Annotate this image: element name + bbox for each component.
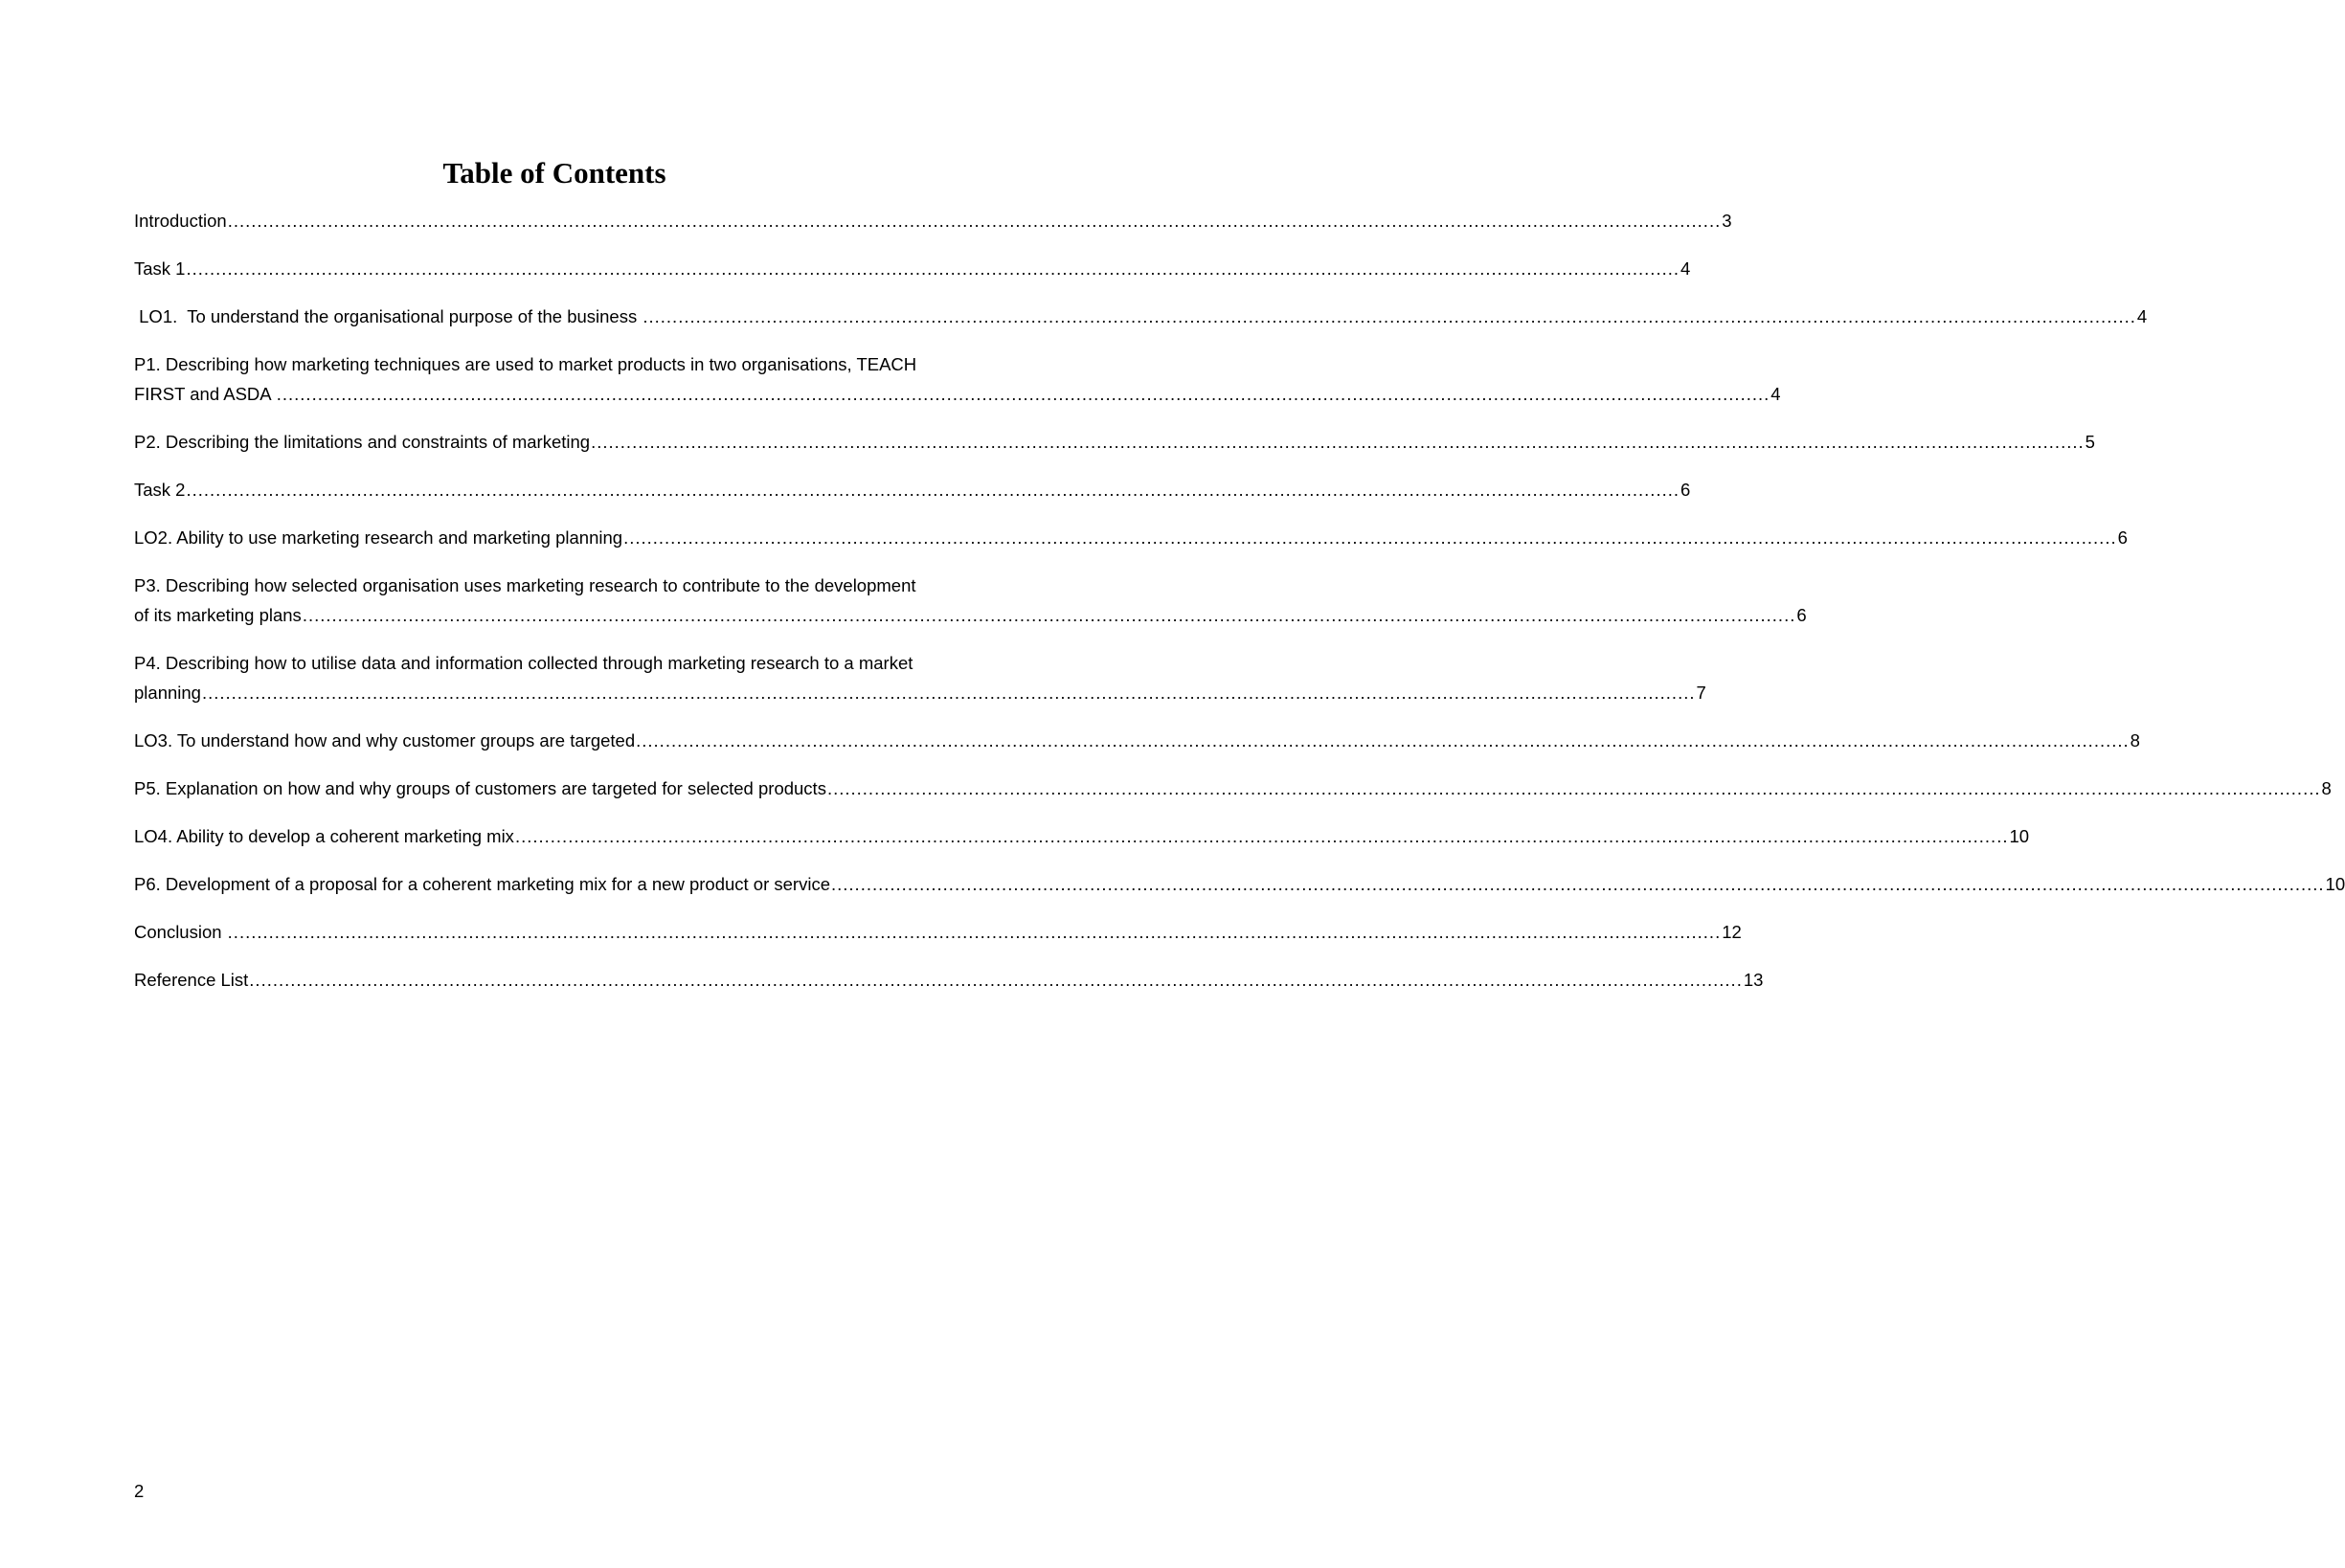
toc-entry-p6[interactable] [134,869,2345,899]
toc-entry-conclusion[interactable] [134,917,1742,947]
toc-entry-reference-list[interactable] [134,965,1764,995]
toc-dot-leader [277,379,1770,409]
toc-dot-leader [831,869,2325,899]
toc-line [134,523,2128,552]
toc-dot-leader [228,206,1722,235]
table-of-contents [134,206,2345,1013]
toc-line [134,379,1781,409]
toc-page-number: 4 [2136,306,2148,326]
toc-entry-text: FIRST and ASDA [134,384,276,404]
toc-entry-lo2[interactable] [134,523,2128,552]
toc-line [134,917,1742,947]
toc-dot-leader [636,726,2130,755]
toc-entry-text: Task 1 [134,258,186,279]
toc-page-number: 4 [1770,384,1781,404]
toc-entry-lo3[interactable] [134,726,2140,755]
toc-dot-leader [249,965,1743,995]
toc-entry-text: of its marketing plans [134,605,302,625]
toc-line [134,302,2148,331]
toc-entry-first-line: P1. Describing how marketing techniques are used to market products in two organisations, TEACH [134,354,917,374]
toc-entry-text: P6. Development of a proposal for a coherent marketing mix for a new product or service [134,874,830,894]
toc-page-number: 6 [1680,480,1691,500]
toc-page-number: 8 [2130,730,2140,750]
toc-page-number: 8 [2321,778,2332,798]
toc-entry-task-2[interactable] [134,475,1691,504]
toc-line [134,678,1706,707]
toc-entry-lo1[interactable] [134,302,2148,331]
toc-entry-text: Introduction [134,211,227,231]
toc-page-number: 6 [2117,527,2128,548]
toc-page-number: 4 [1680,258,1691,279]
toc-dot-leader [186,475,1680,504]
toc-line [134,821,2030,851]
toc-page-number: 7 [1696,683,1706,703]
page-title: Table of Contents [442,156,666,190]
toc-dot-leader [643,302,2136,331]
toc-page-number: 6 [1796,605,1807,625]
toc-entry-task-1[interactable] [134,254,1691,283]
toc-dot-leader [228,917,1722,947]
toc-page-number: 10 [2325,874,2345,894]
toc-entry-p4[interactable] [134,648,1706,707]
toc-line [134,475,1691,504]
toc-dot-leader [623,523,2117,552]
toc-entry-p5[interactable] [134,773,2332,803]
toc-line [134,726,2140,755]
toc-entry-text: P2. Describing the limitations and constraints of marketing [134,432,591,452]
toc-entry-first-line: P4. Describing how to utilise data and information collected through marketing research to a market [134,653,913,673]
toc-dot-leader [515,821,2009,851]
toc-dot-leader [303,600,1796,630]
toc-entry-first-line: P3. Describing how selected organisation uses marketing research to contribute to the development [134,575,916,595]
toc-line [134,965,1764,995]
page-number: 2 [134,1481,145,1501]
toc-line [134,254,1691,283]
toc-entry-introduction[interactable] [134,206,1732,235]
toc-dot-leader [186,254,1680,283]
toc-entry-p3[interactable] [134,571,1807,630]
toc-page-number: 3 [1722,211,1732,231]
toc-page-number: 10 [2009,826,2030,846]
toc-line [134,773,2332,803]
toc-entry-text: LO3. To understand how and why customer groups are targeted [134,730,636,750]
toc-dot-leader [591,427,2085,457]
toc-entry-text: LO2. Ability to use marketing research and marketing planning [134,527,623,548]
toc-page-number: 13 [1743,970,1764,990]
toc-entry-text: Reference List [134,970,249,990]
toc-entry-text: Conclusion [134,922,227,942]
toc-page-number: 5 [2085,432,2095,452]
toc-entry-p1[interactable] [134,349,1781,409]
toc-line [134,206,1732,235]
toc-entry-lo4[interactable] [134,821,2030,851]
toc-dot-leader [827,773,2321,803]
toc-line [134,600,1807,630]
toc-entry-text: planning [134,683,201,703]
toc-entry-p2[interactable] [134,427,2095,457]
toc-line [134,869,2345,899]
toc-dot-leader [202,678,1696,707]
toc-entry-text: Task 2 [134,480,186,500]
toc-entry-text: LO1. To understand the organisational purpose of the business [134,306,643,326]
toc-page-number: 12 [1722,922,1742,942]
toc-entry-text: LO4. Ability to develop a coherent marketing mix [134,826,514,846]
toc-line [134,427,2095,457]
toc-entry-text: P5. Explanation on how and why groups of customers are targeted for selected products [134,778,826,798]
